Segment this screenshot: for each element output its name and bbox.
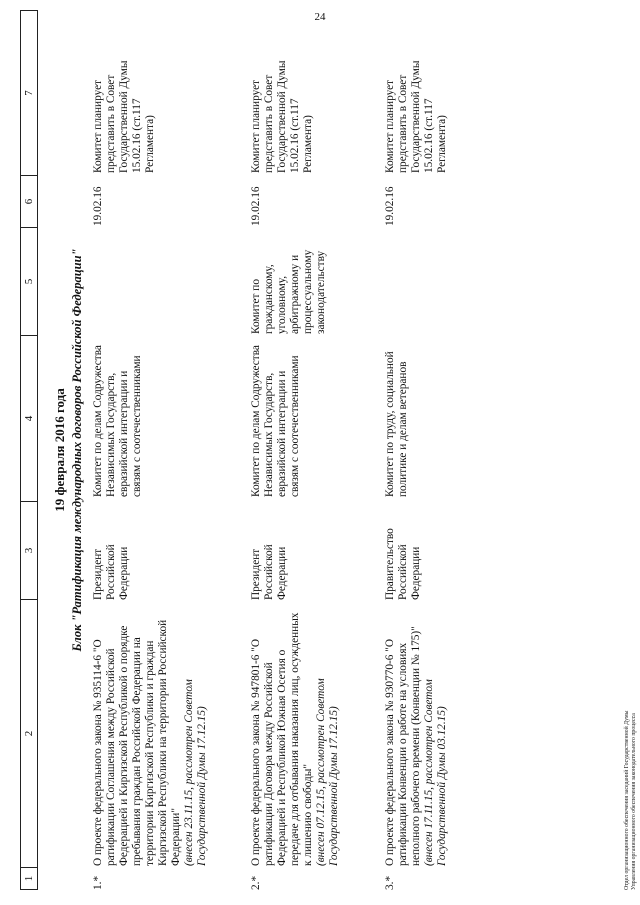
column-header-4: 4 [21, 335, 37, 501]
deadline-date: 19.02.16 [92, 186, 104, 226]
bill-title: О проекте федерального закона № 935114-6 "О ратификации Соглашения между Российской Федерацией и Киргизской Республикой о порядке пребывания граждан Российской Федерации на территории Киргизской Республики и граждан Киргизской Республики на территории Российской Федерации" [92, 619, 182, 866]
bill-note: (внесен 07.12.15, рассмотрен Советом Государственной Думы 17.12.15) [315, 678, 340, 866]
bill-initiator: Президент Российской Федерации [92, 544, 130, 600]
footer-line-1: Отдел организационного обеспечения заседаний Государственной Думы [624, 710, 630, 890]
remark: Комитет планирует представить в Совет Государственной Думы 15.02.16 (ст.117 Регламента) [384, 60, 448, 173]
column-header-row [20, 10, 38, 890]
bill-title: О проекте федерального закона № 930770-6 "О ратификации Конвенции о работе на условиях неполного рабочего времени (Конвенции № 175)" [384, 626, 422, 866]
agenda-sheet [20, 10, 637, 890]
column-header-2: 2 [21, 599, 37, 867]
remark: Комитет планирует представить в Совет Государственной Думы 15.02.16 (ст.117 Регламента) [250, 60, 314, 173]
column-header-7: 7 [23, 90, 35, 96]
bill-description [92, 606, 209, 866]
block-title: Блок "Ратификация международных договоров Российской Федерации" [70, 248, 84, 652]
responsible-committee: Комитет по делам Содружества Независимых Государств, евразийской интеграции и связям с соотечественниками [92, 345, 143, 497]
responsible-committee: Комитет по делам Содружества Независимых Государств, евразийской интеграции и связям с соотечественниками [250, 345, 301, 497]
footer [624, 710, 638, 890]
column-header-5: 5 [21, 227, 37, 335]
bill-description [250, 606, 341, 866]
column-header-1: 1 [21, 867, 37, 889]
remark: Комитет планирует представить в Совет Государственной Думы 15.02.16 (ст.117 Регламента) [92, 60, 156, 173]
page-number: 24 [314, 11, 326, 23]
column-header-6: 6 [21, 175, 37, 227]
deadline-date: 19.02.16 [250, 186, 262, 226]
bill-initiator: Президент Российской Федерации [250, 544, 288, 600]
bill-title: О проекте федерального закона № 947801-6 "О ратификации Договора между Российской Федерацией и Республикой Южная Осетия о передаче для отбывания наказания лиц, осужденных к лишению свободы" [250, 612, 314, 866]
bill-note: (внесен 23.11.15, рассмотрен Советом Государственной Думы 17.12.15) [183, 679, 208, 866]
deadline-date: 19.02.16 [384, 186, 396, 226]
row-number: 2.* [250, 875, 262, 890]
bill-initiator: Правительство Российской Федерации [384, 528, 422, 600]
row-number: 3.* [384, 875, 396, 890]
date-heading: 19 февраля 2016 года [52, 388, 67, 512]
co-committee: Комитет по гражданскому, уголовному, арбитражному и процессуальному законодательству [250, 249, 327, 334]
column-header-3: 3 [21, 501, 37, 599]
bill-note: (внесен 17.11.15, рассмотрен Советом Государственной Думы 03.12.15) [423, 679, 448, 866]
footer-line-2: Управления организационного обеспечения законодательного процесса [631, 713, 637, 890]
row-number: 1.* [92, 875, 104, 890]
bill-description [384, 606, 449, 866]
responsible-committee: Комитет по труду, социальной политике и делам ветеранов [384, 351, 409, 497]
